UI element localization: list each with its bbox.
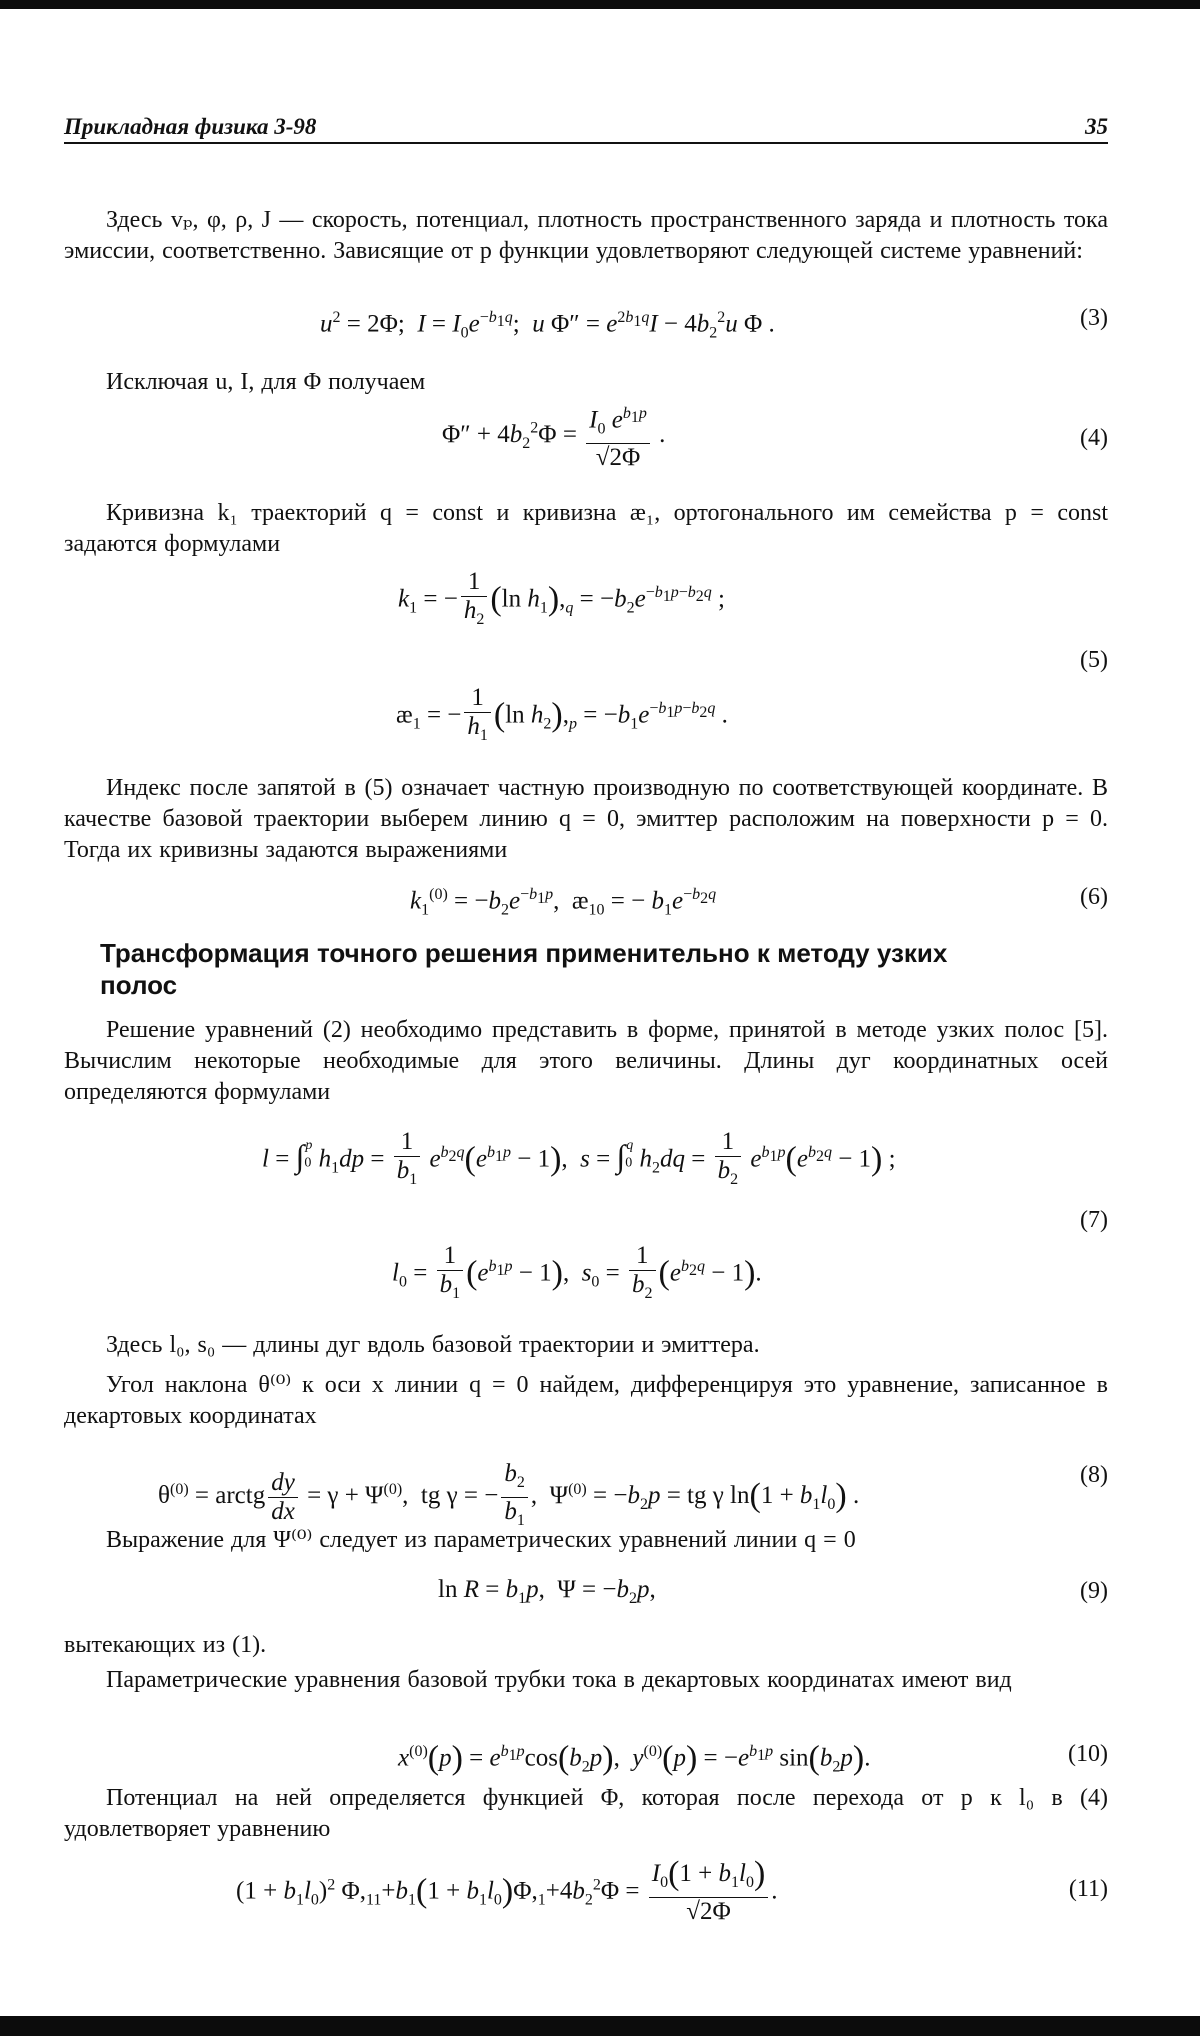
paragraph-8: Выражение для Ψ⁽⁰⁾ следует из параметрических уравнений линии q = 0 — [106, 1527, 856, 1553]
paragraph-11: Потенциал на ней определяется функцией Φ, которая после перехода от p к l₀ в (4) удовлетворяет уравнению — [64, 1785, 1108, 1842]
scan-bottom-edge — [0, 2016, 1200, 2036]
equation-number-5: (5) — [1080, 647, 1108, 673]
paragraph-3: Кривизна k₁ траекторий q = const и кривизна æ₁, ортогонального им семейства p = const задаются формулами — [64, 500, 1108, 557]
equation-number-11: (11) — [1068, 1876, 1108, 1902]
paragraph-2: Исключая u, I, для Φ получаем — [106, 369, 426, 395]
equation-10: $x^{(0)}(p) = e^{b_1p}\cos(b_2p)$, $y^{(0)}(p) = -e^{b_1p}$ $\sin(b_2p)$. — [398, 1739, 871, 1777]
equation-8: $\theta^{(0)}$ = arctg $\frac{dy}{dx}$ = $\gamma + \Psi^{(0)}$, tg γ = − $\frac{b_2}{b_1}$ , $\Psi^{(0)} = -b_2p$ = tg γ $\ln(1 + b_1l_0)$ . — [158, 1460, 859, 1535]
equation-11: $(1 + b_1l_0)^2$ $\Phi,_{11}+b_1(1 + b_1l_0)\Phi,_1+4b_2^2\Phi$ = $\frac{I_0(1 + b_1l_0)}{√2\Phi}$ . — [236, 1855, 778, 1925]
journal-title: Прикладная физика 3-98 — [64, 114, 317, 139]
scan-top-edge — [0, 0, 1200, 9]
paragraph-9: вытекающих из (1). — [64, 1632, 267, 1658]
section-heading: Трансформация точного решения применительно к методу узких полос — [100, 938, 948, 1000]
equation-5b: $æ_1$ = − $\frac{1}{h_1}$ (ln $h_2),_p = -b_1e^{-b_1p-b_2q}$ . — [396, 684, 728, 750]
paragraph-10: Параметрические уравнения базовой трубки тока в декартовых координатах имеют вид — [106, 1667, 1012, 1693]
equation-number-10: (10) — [1068, 1741, 1108, 1767]
paragraph-7: Угол наклона θ⁽⁰⁾ к оси x линии q = 0 найдем, дифференцируя это уравнение, записанное в декартовых координатах — [64, 1372, 1108, 1429]
page-number: 35 — [1085, 114, 1108, 139]
equation-number-4: (4) — [1080, 425, 1108, 451]
page-header — [64, 112, 1108, 144]
equation-7a: $l = \int 0^p$ $h_1dp$ = $\frac{1}{b_1}$ $e^{b_2q}(e^{b_1p} - 1)$, $s = \int 0^q$ $h_2dq$ = $\frac{1}{b_2}$ $e^{b_1p}(e^{b_2q} - 1)$ ; — [262, 1128, 896, 1194]
equation-5a: $k_1$ = − $\frac{1}{h_2}$ (ln $h_1),_q = -b_2e^{-b_1p-b_2q}$ ; — [398, 568, 725, 634]
paragraph-1: Здесь vₚ, φ, ρ, J — скорость, потенциал, плотность пространственного заряда и плотность тока эмиссии, соответственно. Зависящие от p функции удовлетворяют следующей системе уравнений: — [64, 207, 1108, 264]
equation-4: $\Phi'' + 4b_2^2\Phi$ = $\frac{I_0 e^{b_1p}}{√2\Phi}$ . — [442, 405, 666, 472]
equation-7b: $l_0$ = $\frac{1}{b_1}$ $(e^{b_1p} - 1)$, $s_0$ = $\frac{1}{b_2}$ $(e^{b_2q} - 1)$. — [392, 1242, 762, 1308]
equation-9: $\ln R = b_1p$, $\Psi = -b_2p$, — [438, 1576, 656, 1607]
equation-number-8: (8) — [1080, 1462, 1108, 1488]
equation-3: $u^2 = 2\Phi$; $I = I_0e^{-b_1q}$; u $\Phi'' = e^{2b_1q}I - 4b_2^2u$ Φ . — [320, 309, 775, 342]
equation-number-3: (3) — [1080, 305, 1108, 331]
equation-number-9: (9) — [1080, 1578, 1108, 1604]
paragraph-6: Здесь l₀, s₀ — длины дуг вдоль базовой траектории и эмиттера. — [106, 1332, 760, 1358]
equation-6: $k_1^{(0)} = -b_2e^{-b_1p}$, $æ_{10}$ = − $b_1e^{-b_2q}$ — [410, 886, 717, 919]
paragraph-4: Индекс после запятой в (5) означает частную производную по соответствующей координате. В качестве базовой траектории выберем линию q = 0, эмиттер расположим на поверхности p = 0. Тогда их кривизны задаются выражениями — [64, 775, 1108, 863]
paragraph-5: Решение уравнений (2) необходимо представить в форме, принятой в методе узких полос [5]. Вычислим некоторые необходимые для этого величины. Длины дуг координатных осей определяются формулами — [64, 1017, 1108, 1105]
equation-number-6: (6) — [1080, 884, 1108, 910]
equation-number-7: (7) — [1080, 1207, 1108, 1233]
